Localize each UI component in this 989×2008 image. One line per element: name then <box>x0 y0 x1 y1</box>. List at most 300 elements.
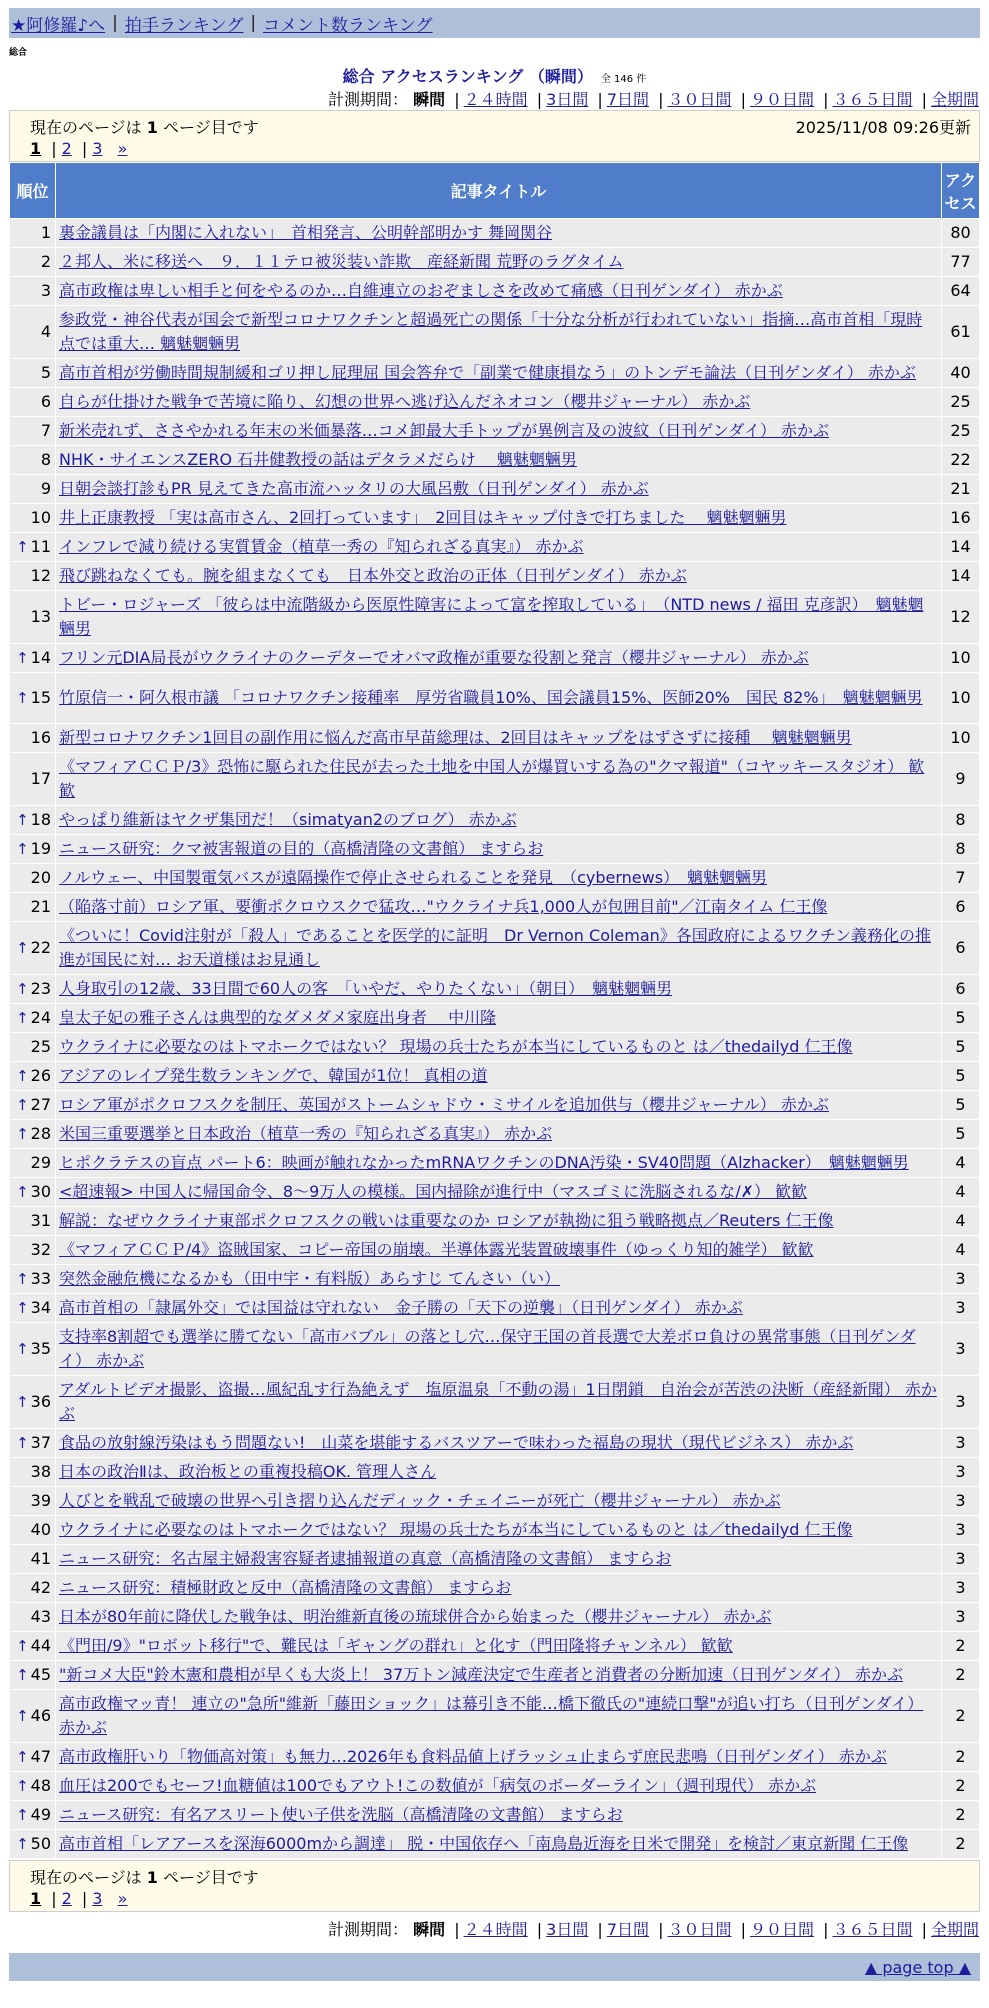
pagination-top: 1 | 2 | 3 » <box>30 139 128 158</box>
period-link-90d[interactable]: ９０日間 <box>749 90 814 109</box>
article-link[interactable]: 新米売れず、ささやかれる年末の米価暴落…コメ卸最大手トップが異例言及の波紋（日刊ゲンダイ） 赤かぶ <box>59 421 830 440</box>
arrow-up-icon: ↑ <box>16 1067 29 1085</box>
table-row <box>10 446 980 475</box>
title-cell <box>56 1062 942 1091</box>
arrow-up-icon: ↑ <box>16 980 29 998</box>
article-link[interactable]: 裏金議員は「内閣に入れない」 首相発言、公明幹部明かす 舞岡関谷 <box>59 223 553 242</box>
rank-cell <box>10 1772 56 1801</box>
article-link[interactable]: ノルウェー、中国製電気バスが遠隔操作で停止させられることを発見 （cybernews） 魑魅魍魎男 <box>59 868 768 887</box>
rank-cell <box>10 644 56 673</box>
pagination-page-3[interactable]: 3 <box>92 139 103 158</box>
top-navigation <box>9 8 980 38</box>
title-cell <box>56 1487 942 1516</box>
rank-number: 1 <box>40 223 51 242</box>
pagination-page-2[interactable]: 2 <box>61 139 72 158</box>
title-cell <box>56 1178 942 1207</box>
article-link[interactable]: 高市首相の「隷属外交」では国益は守れない 金子勝の「天下の逆襲」（日刊ゲンダイ） 赤かぶ <box>59 1298 743 1317</box>
title-cell <box>56 1033 942 1062</box>
article-link[interactable]: ニュース研究：有名アスリート使い子供を洗脳（高橋清隆の文書館） ますらお <box>59 1805 623 1824</box>
rank-cell <box>10 1743 56 1772</box>
rank-number: 38 <box>30 1462 51 1481</box>
rank-cell <box>10 1149 56 1178</box>
page-title <box>0 64 989 87</box>
rank-number: 2 <box>40 252 51 271</box>
period-label: 計測期間： <box>328 90 409 109</box>
rank-cell <box>10 504 56 533</box>
period-link-3d[interactable]: 3日間 <box>546 1920 589 1939</box>
title-cell <box>56 673 942 724</box>
rank-number: 39 <box>30 1491 51 1510</box>
article-link[interactable]: 飛び跳ねなくても。腕を組まなくても 日本外交と政治の正体（日刊ゲンダイ） 赤かぶ <box>59 566 687 585</box>
access-count: 3 <box>942 1603 980 1632</box>
access-count: 4 <box>942 1178 980 1207</box>
period-link-all[interactable]: 全期間 <box>930 1920 979 1939</box>
access-count: 16 <box>942 504 980 533</box>
rank-number: 11 <box>30 537 51 556</box>
title-cell <box>56 388 942 417</box>
column-header-rank: 順位 <box>10 163 56 219</box>
arrow-up-icon: ↑ <box>16 1125 29 1143</box>
title-cell <box>56 591 942 644</box>
rank-cell <box>10 1265 56 1294</box>
article-link[interactable]: 《ついに！Covid注射が「殺人」であることを医学的に証明 Dr Vernon Coleman》各国政府によるワクチン義務化の推進が国民に対… お天道様はお見通し <box>59 926 931 969</box>
rank-cell <box>10 359 56 388</box>
rank-number: 33 <box>30 1269 51 1288</box>
article-link[interactable]: ウクライナに必要なのはトマホークではない？ 現場の兵士たちが本当にしているものと は／thedailyd 仁王像 <box>59 1037 853 1056</box>
rank-cell <box>10 893 56 922</box>
rank-number: 12 <box>30 566 51 585</box>
table-row <box>10 1574 980 1603</box>
period-link-30d[interactable]: ３０日間 <box>667 1920 732 1939</box>
access-count: 5 <box>942 1091 980 1120</box>
table-row <box>10 1690 980 1743</box>
article-link[interactable]: ウクライナに必要なのはトマホークではない？ 現場の兵士たちが本当にしているものと は／thedailyd 仁王像 <box>59 1520 853 1539</box>
rank-cell <box>10 1091 56 1120</box>
table-row <box>10 562 980 591</box>
rank-cell <box>10 1062 56 1091</box>
rank-cell <box>10 248 56 277</box>
article-link[interactable]: インフレで減り続ける実質賃金（植草一秀の『知られざる真実』） 赤かぶ <box>59 537 584 556</box>
title-cell <box>56 1323 942 1376</box>
article-link[interactable]: <超速報> 中国人に帰国命令、8～9万人の模様。国内掃除が進行中（マスゴミに洗脳されるな/✗） 歓歓 <box>59 1182 808 1201</box>
rank-number: 47 <box>30 1747 51 1766</box>
access-count: 21 <box>942 475 980 504</box>
access-count: 3 <box>942 1429 980 1458</box>
table-row <box>10 1376 980 1429</box>
arrow-up-icon: ↑ <box>16 1835 29 1853</box>
table-row <box>10 1429 980 1458</box>
rank-number: 34 <box>30 1298 51 1317</box>
nav-link-applause-ranking[interactable]: 拍手ランキング <box>124 15 244 36</box>
rank-number: 15 <box>30 688 51 707</box>
arrow-up-icon: ↑ <box>16 1666 29 1684</box>
table-row <box>10 893 980 922</box>
title-cell <box>56 504 942 533</box>
article-link[interactable]: 突然金融危機になるかも（田中宇・有料版）あらすじ てんさい（い） <box>59 1269 561 1288</box>
article-link[interactable]: 人びとを戦乱で破壊の世界へ引き摺り込んだディック・チェイニーが死亡（櫻井ジャーナル） 赤かぶ <box>59 1491 781 1510</box>
footer-bar <box>9 1953 980 1981</box>
rank-cell <box>10 1516 56 1545</box>
table-row <box>10 1091 980 1120</box>
title-cell <box>56 1661 942 1690</box>
ranking-table <box>9 162 980 1859</box>
table-row <box>10 1545 980 1574</box>
title-cell <box>56 1149 942 1178</box>
table-row <box>10 1516 980 1545</box>
article-link[interactable]: 支持率8割超でも選挙に勝てない「高市バブル」の落とし穴…保守王国の首長選で大差ボロ負けの異常事態（日刊ゲンダイ） 赤かぶ <box>59 1327 916 1370</box>
title-cell <box>56 1429 942 1458</box>
access-count: 6 <box>942 975 980 1004</box>
access-count: 25 <box>942 417 980 446</box>
table-row <box>10 1207 980 1236</box>
arrow-up-icon: ↑ <box>16 1707 29 1725</box>
arrow-up-icon: ↑ <box>16 538 29 556</box>
rank-number: 24 <box>30 1008 51 1027</box>
rank-number: 8 <box>40 450 51 469</box>
period-link-all[interactable]: 全期間 <box>930 90 979 109</box>
article-link[interactable]: 人身取引の12歳、33日間で60人の客 「いやだ、やりたくない」（朝日） 魑魅魍魎男 <box>59 979 673 998</box>
rank-cell <box>10 306 56 359</box>
arrow-up-icon: ↑ <box>16 811 29 829</box>
rank-number: 44 <box>30 1636 51 1655</box>
rank-number: 37 <box>30 1433 51 1452</box>
table-row <box>10 644 980 673</box>
rank-number: 7 <box>40 421 51 440</box>
rank-cell <box>10 1323 56 1376</box>
rank-cell <box>10 1376 56 1429</box>
rank-number: 36 <box>30 1392 51 1411</box>
article-link[interactable]: 《マフィアＣＣＰ/3》恐怖に駆られた住民が去った土地を中国人が爆買いする為の"クマ報道"（コヤッキースタジオ） 歓歓 <box>59 757 925 800</box>
arrow-up-icon: ↑ <box>16 1009 29 1027</box>
table-row <box>10 219 980 248</box>
title-cell <box>56 864 942 893</box>
article-link[interactable]: 皇太子妃の雅子さんは典型的なダメダメ家庭出身者 中川隆 <box>59 1008 497 1027</box>
access-count: 2 <box>942 1830 980 1859</box>
rank-number: 19 <box>30 839 51 858</box>
article-link[interactable]: ニュース研究：クマ被害報道の目的（高橋清隆の文書館） ますらお <box>59 839 544 858</box>
title-cell <box>56 724 942 753</box>
article-link[interactable]: 血圧は200でもセーフ!血糖値は100でもアウト!この数値が「病気のボーダーライン」（週刊現代） 赤かぶ <box>59 1776 817 1795</box>
table-row <box>10 1458 980 1487</box>
article-link[interactable]: ロシア軍がポクロフスクを制圧、英国がストームシャドウ・ミサイルを追加供与（櫻井ジャーナル） 赤かぶ <box>59 1095 829 1114</box>
access-count: 3 <box>942 1574 980 1603</box>
article-link[interactable]: やっぱり維新はヤクザ集団だ！（simatyan2のブログ） 赤かぶ <box>59 810 517 829</box>
rank-cell <box>10 1004 56 1033</box>
nav-link-comment-ranking[interactable]: コメント数ランキング <box>263 15 433 36</box>
rank-cell <box>10 533 56 562</box>
arrow-up-icon: ↑ <box>16 1637 29 1655</box>
rank-cell <box>10 835 56 864</box>
article-link[interactable]: ２邦人、米に移送へ ９．１１テロ被災装い詐欺 産経新聞 荒野のラグタイム <box>59 252 624 271</box>
title-cell <box>56 753 942 806</box>
article-link[interactable]: ヒポクラテスの盲点 パート6：映画が触れなかったmRNAワクチンのDNA汚染・SV40問題（Alzhacker） 魑魅魍魎男 <box>59 1153 909 1172</box>
access-count: 8 <box>942 835 980 864</box>
page-info-bottom <box>9 1860 980 1912</box>
table-row <box>10 1603 980 1632</box>
title-cell <box>56 1545 942 1574</box>
access-count: 2 <box>942 1801 980 1830</box>
access-count: 3 <box>942 1458 980 1487</box>
table-row <box>10 1661 980 1690</box>
page-top-link[interactable]: ▲ page top ▲ <box>864 1958 971 1977</box>
title-cell <box>56 562 942 591</box>
rank-cell <box>10 1661 56 1690</box>
access-count: 64 <box>942 277 980 306</box>
article-link[interactable]: フリン元DIA局長がウクライナのクーデターでオバマ政権が重要な役割と発言（櫻井ジャーナル） 赤かぶ <box>59 648 809 667</box>
table-row <box>10 1743 980 1772</box>
period-link-30d[interactable]: ３０日間 <box>667 90 732 109</box>
access-count: 4 <box>942 1236 980 1265</box>
rank-number: 49 <box>30 1805 51 1824</box>
article-link[interactable]: アダルトビデオ撮影、盗撮…風紀乱す行為絶えず 塩原温泉「不動の湯」1日閉鎖 自治会が苦渋の決断（産経新聞） 赤かぶ <box>59 1380 937 1423</box>
rank-number: 29 <box>30 1153 51 1172</box>
title-cell <box>56 1294 942 1323</box>
rank-number: 45 <box>30 1665 51 1684</box>
article-link[interactable]: 米国三重要選挙と日本政治（植草一秀の『知られざる真実』） 赤かぶ <box>59 1124 553 1143</box>
article-link[interactable]: 竹原信一・阿久根市議 「コロナワクチン接種率 厚労省職員10%、国会議員15%、医師20% 国民 82%」 魑魅魍魎男 <box>59 688 923 707</box>
rank-cell <box>10 446 56 475</box>
table-row <box>10 806 980 835</box>
rank-cell <box>10 1801 56 1830</box>
table-row <box>10 1236 980 1265</box>
access-count: 2 <box>942 1690 980 1743</box>
rank-cell <box>10 1236 56 1265</box>
article-link[interactable]: 高市首相が労働時間規制緩和ゴリ押し屁理屈 国会答弁で「副業で健康損なう」のトンデモ論法（日刊ゲンダイ） 赤かぶ <box>59 363 916 382</box>
arrow-up-icon: ↑ <box>16 689 29 707</box>
rank-cell <box>10 724 56 753</box>
table-row <box>10 673 980 724</box>
title-cell <box>56 1376 942 1429</box>
rank-number: 48 <box>30 1776 51 1795</box>
period-link-7d[interactable]: 7日間 <box>606 1920 649 1939</box>
article-link[interactable]: NHK・サイエンスZERO 石井健教授の話はデタラメだらけ 魑魅魍魎男 <box>59 450 577 469</box>
table-row <box>10 1632 980 1661</box>
title-cell <box>56 975 942 1004</box>
table-row <box>10 753 980 806</box>
article-link[interactable]: トビー・ロジャーズ 「彼らは中流階級から医原性障害によって富を搾取している」 （NTD news / 福田 克彦訳） 魑魅魍魎男 <box>59 595 924 638</box>
table-row <box>10 248 980 277</box>
rank-cell <box>10 1830 56 1859</box>
table-row <box>10 1004 980 1033</box>
current-page-text: 現在のページは 1 ページ目です <box>30 118 259 137</box>
total-count: 全 146 件 <box>600 74 647 85</box>
title-cell <box>56 219 942 248</box>
table-row <box>10 1487 980 1516</box>
rank-number: 20 <box>30 868 51 887</box>
access-count: 10 <box>942 644 980 673</box>
title-cell <box>56 1120 942 1149</box>
period-link-90d[interactable]: ９０日間 <box>749 1920 814 1939</box>
pagination-current: 1 <box>30 139 42 158</box>
rank-number: 5 <box>40 363 51 382</box>
access-count: 6 <box>942 893 980 922</box>
pagination-bottom: 1 | 2 | 3 » <box>30 1889 128 1908</box>
table-row <box>10 1062 980 1091</box>
article-link[interactable]: 井上正康教授 「実は高市さん、2回打っています」 2回目はキャップ付きで打ちました 魑魅魍魎男 <box>59 508 787 527</box>
table-row <box>10 533 980 562</box>
period-link-365d[interactable]: ３６５日間 <box>832 1920 913 1939</box>
pagination-current: 1 <box>30 1889 42 1908</box>
title-cell <box>56 1004 942 1033</box>
article-link[interactable]: 日本の政治Ⅱは、政治板との重複投稿OK. 管理人さん <box>59 1462 437 1481</box>
title-cell <box>56 1207 942 1236</box>
article-link[interactable]: 日本が80年前に降伏した戦争は、明治維新直後の琉球併合から始まった（櫻井ジャーナル） 赤かぶ <box>59 1607 772 1626</box>
rank-cell <box>10 475 56 504</box>
access-count: 4 <box>942 1149 980 1178</box>
table-row <box>10 724 980 753</box>
access-count: 5 <box>942 1033 980 1062</box>
access-count: 6 <box>942 922 980 975</box>
title-cell <box>56 359 942 388</box>
arrow-up-icon: ↑ <box>16 840 29 858</box>
access-count: 12 <box>942 591 980 644</box>
article-link[interactable]: 《マフィアＣＣＰ/4》盗賊国家、コピー帝国の崩壊。半導体露光装置破壊事件（ゆっくり知的雑学） 歓歓 <box>59 1240 814 1259</box>
table-row <box>10 359 980 388</box>
rank-number: 31 <box>30 1211 51 1230</box>
table-row <box>10 835 980 864</box>
title-cell <box>56 1743 942 1772</box>
rank-cell <box>10 1429 56 1458</box>
title-cell <box>56 1830 942 1859</box>
title-cell <box>56 1265 942 1294</box>
access-count: 3 <box>942 1516 980 1545</box>
rank-number: 16 <box>30 728 51 747</box>
nav-link-home[interactable]: ★阿修羅♪へ <box>11 15 106 36</box>
arrow-up-icon: ↑ <box>16 1183 29 1201</box>
article-link[interactable]: 新型コロナワクチン1回目の副作用に悩んだ高市早苗総理は、2回目はキャップをはずさずに接種 魑魅魍魎男 <box>59 728 852 747</box>
period-link-3d[interactable]: 3日間 <box>546 90 589 109</box>
article-link[interactable]: "新コメ大臣"鈴木憲和農相が早くも大炎上！ 37万トン減産決定で生産者と消費者の分断加速（日刊ゲンダイ） 赤かぶ <box>59 1665 903 1684</box>
article-link[interactable]: （陥落寸前）ロシア軍、要衝ポクロウスクで猛攻…"ウクライナ兵1,000人が包囲目前"／江南タイム 仁王像 <box>59 897 828 916</box>
pagination-next[interactable]: » <box>117 139 128 158</box>
rank-cell <box>10 591 56 644</box>
period-link-7d[interactable]: 7日間 <box>606 90 649 109</box>
title-cell <box>56 1516 942 1545</box>
rank-cell <box>10 219 56 248</box>
arrow-up-icon: ↑ <box>16 1299 29 1317</box>
table-row <box>10 1178 980 1207</box>
article-link[interactable]: 高市首相「レアアースを深海6000mから調達」 脱・中国依存へ「南鳥島近海を日米で開発」を検討／東京新聞 仁王像 <box>59 1834 909 1853</box>
table-row <box>10 1323 980 1376</box>
title-cell <box>56 1603 942 1632</box>
table-row <box>10 388 980 417</box>
article-link[interactable]: 解説：なぜウクライナ東部ポクロフスクの戦いは重要なのか ロシアが執拗に狙う戦略拠点／Reuters 仁王像 <box>59 1211 834 1230</box>
rank-number: 13 <box>30 607 51 626</box>
article-link[interactable]: アジアのレイプ発生数ランキングで、韓国が1位！ 真相の道 <box>59 1066 488 1085</box>
nav-separator: | <box>112 13 118 33</box>
rank-number: 14 <box>30 648 51 667</box>
table-row <box>10 975 980 1004</box>
title-cell <box>56 1772 942 1801</box>
rank-number: 28 <box>30 1124 51 1143</box>
page-title-text: 総合 アクセスランキング （瞬間） <box>342 67 593 86</box>
rank-cell <box>10 1033 56 1062</box>
access-count: 7 <box>942 864 980 893</box>
article-link[interactable]: 日朝会談打診もPR 見えてきた高市流ハッタリの大風呂敷（日刊ゲンダイ） 赤かぶ <box>59 479 649 498</box>
table-row <box>10 1801 980 1830</box>
table-row <box>10 1120 980 1149</box>
rank-number: 22 <box>30 938 51 957</box>
pagination-next[interactable]: » <box>117 1889 128 1908</box>
access-count: 9 <box>942 753 980 806</box>
title-cell <box>56 806 942 835</box>
column-header-title: 記事タイトル <box>56 163 942 219</box>
access-count: 2 <box>942 1743 980 1772</box>
rank-cell <box>10 975 56 1004</box>
rank-cell <box>10 1207 56 1236</box>
rank-number: 25 <box>30 1037 51 1056</box>
arrow-up-icon: ↑ <box>16 1777 29 1795</box>
arrow-up-icon: ↑ <box>16 1340 29 1358</box>
rank-cell <box>10 864 56 893</box>
access-count: 4 <box>942 1207 980 1236</box>
article-link[interactable]: 自らが仕掛けた戦争で苦境に陥り、幻想の世界へ逃げ込んだネオコン（櫻井ジャーナル） 赤かぶ <box>59 392 751 411</box>
access-count: 2 <box>942 1661 980 1690</box>
rank-number: 42 <box>30 1578 51 1597</box>
article-link[interactable]: 参政党・神谷代表が国会で新型コロナワクチンと超過死亡の関係「十分な分析が行われていない」指摘…高市首相「現時点では重大… 魑魅魍魎男 <box>59 310 923 353</box>
rank-cell <box>10 753 56 806</box>
article-link[interactable]: 食品の放射線汚染はもう問題ない! 山菜を堪能するバスツアーで味わった福島の現状（現代ビジネス） 赤かぶ <box>59 1433 854 1452</box>
column-header-access: アクセス <box>942 163 980 219</box>
access-count: 14 <box>942 533 980 562</box>
rank-number: 40 <box>30 1520 51 1539</box>
arrow-up-icon: ↑ <box>16 649 29 667</box>
access-count: 25 <box>942 388 980 417</box>
rank-cell <box>10 1603 56 1632</box>
table-row <box>10 306 980 359</box>
article-link[interactable]: 高市政権は卑しい相手と何をやるのか…自維連立のおぞましさを改めて痛感（日刊ゲンダイ） 赤かぶ <box>59 281 783 300</box>
access-count: 5 <box>942 1004 980 1033</box>
nav-separator: | <box>250 13 257 33</box>
title-cell <box>56 248 942 277</box>
pagination-page-3[interactable]: 3 <box>92 1889 103 1908</box>
title-cell <box>56 1091 942 1120</box>
period-link-365d[interactable]: ３６５日間 <box>832 90 913 109</box>
table-row <box>10 1265 980 1294</box>
pagination-page-2[interactable]: 2 <box>61 1889 72 1908</box>
access-count: 10 <box>942 724 980 753</box>
period-selector-bottom: 計測期間： 瞬間 | ２４時間 | 3日間 | 7日間 | ３０日間 | ９０日間 | ３６５日間 | 全期間 <box>328 1920 979 1939</box>
arrow-up-icon: ↑ <box>16 1806 29 1824</box>
article-link[interactable]: 高市政権肝いり「物価高対策」も無力…2026年も食料品値上げラッシュ止まらず庶民悲鳴（日刊ゲンダイ） 赤かぶ <box>59 1747 887 1766</box>
title-cell <box>56 1632 942 1661</box>
period-link-24h[interactable]: ２４時間 <box>463 1920 528 1939</box>
rank-number: 4 <box>40 322 51 341</box>
table-row <box>10 504 980 533</box>
access-count: 2 <box>942 1772 980 1801</box>
title-cell <box>56 1690 942 1743</box>
title-cell <box>56 1801 942 1830</box>
title-cell <box>56 1574 942 1603</box>
access-count: 5 <box>942 1120 980 1149</box>
table-row <box>10 591 980 644</box>
access-count: 3 <box>942 1265 980 1294</box>
access-count: 3 <box>942 1376 980 1429</box>
access-count: 10 <box>942 673 980 724</box>
rank-number: 43 <box>30 1607 51 1626</box>
rank-number: 41 <box>30 1549 51 1568</box>
rank-number: 3 <box>40 281 51 300</box>
period-link-24h[interactable]: ２４時間 <box>463 90 528 109</box>
article-link[interactable]: 《門田/9》"ロボット移行"で、難民は「ギャングの群れ」と化す（門田隆将チャンネル） 歓歓 <box>59 1636 733 1655</box>
article-link[interactable]: ニュース研究：積極財政と反中（高橋清隆の文書館） ますらお <box>59 1578 512 1597</box>
rank-cell <box>10 1574 56 1603</box>
article-link[interactable]: 高市政権マッ青！ 連立の"急所"維新「藤田ショック」は幕引き不能…橋下徹氏の"連続口撃"が追い打ち（日刊ゲンダイ） 赤かぶ <box>59 1694 924 1737</box>
access-count: 5 <box>942 1062 980 1091</box>
access-count: 40 <box>942 359 980 388</box>
title-cell <box>56 446 942 475</box>
article-link[interactable]: ニュース研究：名古屋主婦殺害容疑者逮捕報道の真意（高橋清隆の文書館） ますらお <box>59 1549 672 1568</box>
